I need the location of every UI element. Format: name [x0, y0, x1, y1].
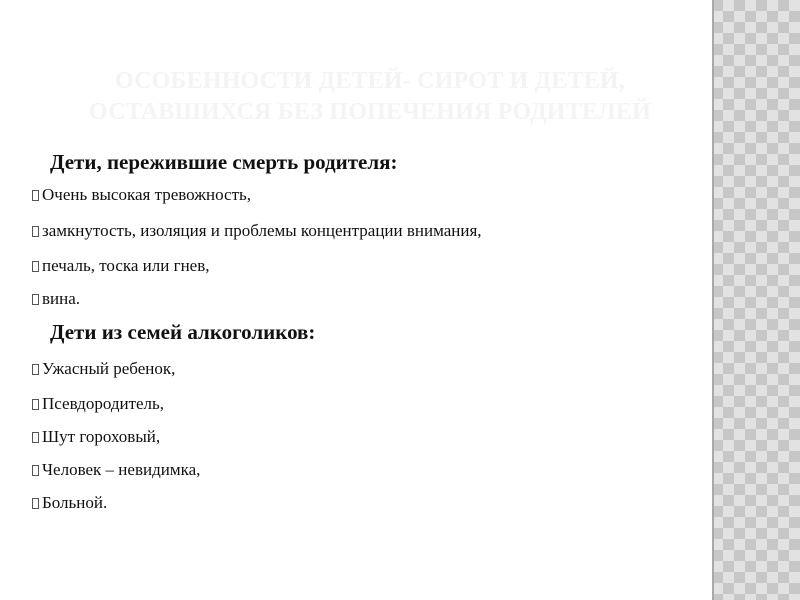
- list-item-text: замкнутость, изоляция и проблемы концентрации внимания,: [42, 221, 482, 240]
- slide-title: [40, 66, 700, 128]
- list-item: [32, 427, 160, 447]
- list-item: [32, 493, 107, 513]
- slide-title-line2: ОСТАВШИХСЯ БЕЗ ПОПЕЧЕНИЯ РОДИТЕЛЕЙ: [89, 99, 651, 125]
- bullet-icon: [32, 190, 39, 201]
- list-item-text: печаль, тоска или гнев,: [42, 256, 210, 275]
- decorative-sidebar: [712, 0, 800, 600]
- bullet-icon: [32, 226, 39, 237]
- bullet-icon: [32, 294, 39, 305]
- list-item-text: Человек – невидимка,: [42, 460, 201, 479]
- list-item: [32, 221, 482, 241]
- slide-title-line1: ОСОБЕННОСТИ ДЕТЕЙ- СИРОТ И ДЕТЕЙ,: [114, 68, 625, 94]
- list-item-text: Шут гороховый,: [42, 427, 161, 446]
- bullet-icon: [32, 432, 39, 443]
- list-item: [32, 460, 200, 480]
- sidebar-divider: [712, 0, 714, 600]
- list-item: [32, 394, 164, 414]
- list-item: [32, 359, 175, 379]
- list-item: [32, 256, 210, 276]
- list-item: [32, 185, 251, 205]
- bullet-icon: [32, 498, 39, 509]
- list-item-text: Больной.: [42, 493, 108, 512]
- section-heading-alcoholic-families: Дети из семей алкоголиков:: [50, 320, 316, 344]
- section-heading-bereaved: Дети, пережившие смерть родителя:: [50, 150, 398, 174]
- list-item-text: Псевдородитель,: [42, 394, 165, 413]
- list-item-text: Очень высокая тревожность,: [42, 185, 251, 204]
- list-item-text: вина.: [42, 289, 81, 308]
- bullet-icon: [32, 364, 39, 375]
- bullet-icon: [32, 399, 39, 410]
- list-item-text: Ужасный ребенок,: [42, 359, 176, 378]
- list-item: [32, 289, 80, 309]
- bullet-icon: [32, 465, 39, 476]
- bullet-icon: [32, 261, 39, 272]
